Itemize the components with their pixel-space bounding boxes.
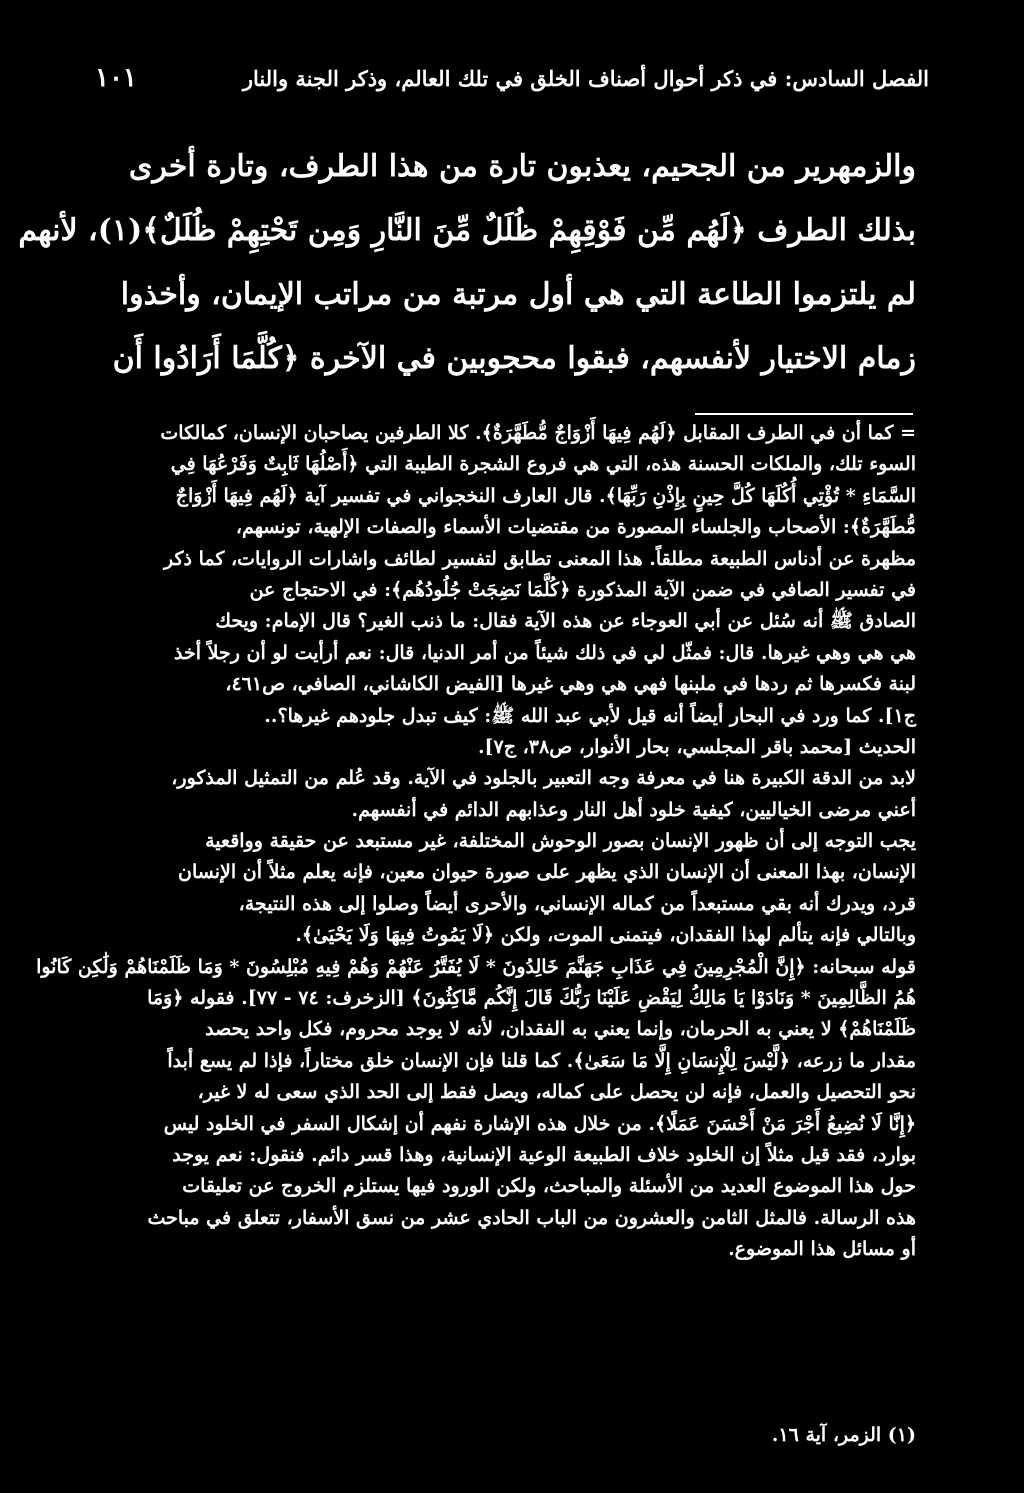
main-line: والزمهرير من الجحيم، يعذبون تارة من هذا الطرف، وتارة أخرى bbox=[128, 149, 916, 184]
footnote-separator bbox=[695, 413, 913, 415]
footnote-line: الصادق ﷺ أنه سُئل عن أبي العوجاء عن هذه الآية فقال: ما ذنب الغير؟ قال الإمام: ويحك bbox=[215, 610, 916, 633]
footnote-reference: (١) الزمر، آية ١٦. bbox=[771, 1424, 916, 1446]
footnote-text bbox=[36, 418, 916, 1266]
running-title: الفصل السادس: في ذكر أحوال أصناف الخلق في تلك العالم، وذكر الجنة والنار bbox=[242, 65, 929, 91]
main-text bbox=[18, 135, 916, 391]
footnote-line: نحو التحصيل والعمل، فإنه لن يحصل على كماله، ويصل فقط إلى الحد الذي سعى له لا غير، bbox=[197, 1081, 916, 1104]
footnote-line: وبالتالي فإنه يتألم لهذا الفقدان، فيتمنى الموت، ولكن ﴿لَا يَمُوتُ فِيهَا وَلَا يَحْيَىٰ﴾. bbox=[295, 924, 916, 947]
footnote-line: أو مسائل هذا الموضوع. bbox=[728, 1238, 916, 1261]
footnote-line: هي هي وهي غيرها. قال: فمثّل لي في ذلك شيئاً من أمر الدنيا، قال: نعم أرأيت لو أن رجلاً أخذ bbox=[174, 641, 916, 664]
footnote-line: أعني مرضى الخياليين، كيفية خلود أهل النار وعذابهم الدائم في أنفسهم. bbox=[351, 798, 916, 821]
footnote-line: لابد من الدقة الكبيرة هنا في معرفة وجه التعبير بالجلود في الآية. وقد عُلم من التمثيل المذكور، bbox=[171, 767, 916, 790]
footnote-line: مظهرة عن أدناس الطبيعة مطلقاً. هذا المعنى تطابق لتفسير لطائف واشارات الروايات، كما ذكر bbox=[164, 547, 916, 570]
footnote-line: الإنسان، بهذا المعنى أن الإنسان الذي يظهر على صورة حيوان معين، فإنه يعلم مثلاً أن الإنسان bbox=[178, 861, 916, 884]
footnote-line: السوء تلك، والملكات الحسنة هذه، التي هي فروع الشجرة الطيبة التي ﴿أَصْلُهَا ثَابِتٌ وَفَرْعُهَا فِي bbox=[170, 453, 916, 476]
main-line: زمام الاختيار لأنفسهم، فبقوا محجوبين في الآخرة ﴿كُلَّمَا أَرَادُوا أَن bbox=[112, 341, 916, 376]
footnote-line: هذه الرسالة. فالمثل الثامن والعشرون من الباب الحادي عشر من نسق الأسفار، تتعلق في مباحث bbox=[147, 1206, 916, 1229]
footnote-line: بوارد، فقد قيل مثلاً إن الخلود خلاف الطبيعة الوعية الإنسانية، وهذا قسر دائم. فنقول: نعم يوجد bbox=[172, 1143, 916, 1166]
main-line: لم يلتزموا الطاعة التي هي أول مرتبة من مراتب الإيمان، وأخذوا bbox=[120, 277, 916, 312]
footnote-line: ظَلَمْنَاهُمْ﴾ لا يعني به الحرمان، وإنما يعني به الفقدان، لأنه لا يوجد محروم، فكل واحد يحصد bbox=[205, 1018, 916, 1041]
footnote-line: = كما أن في الطرف المقابل ﴿لَهُم فِيهَا أَزْوَاجٌ مُّطَهَّرَةٌ﴾. كلا الطرفين يصاحبان الإنسان، كمالكات bbox=[160, 422, 916, 444]
footnote-line: هُمُ الظَّالِمِينَ * وَنَادَوْا يَا مَالِكُ لِيَقْضِ عَلَيْنَا رَبُّكَ قَالَ إِنَّكُم مَّاكِثُونَ﴾ [الزخرف: ٧٤ - ٧٧]. فقوله ﴿وَمَا bbox=[147, 987, 916, 1010]
page-number: ١٠١ bbox=[95, 63, 137, 93]
main-line: بذلك الطرف ﴿لَهُم مِّن فَوْقِهِمْ ظُلَلٌ مِّنَ النَّارِ وَمِن تَحْتِهِمْ ظُلَلٌ﴾(١)، لأنهم bbox=[18, 213, 916, 248]
page-header bbox=[95, 58, 929, 98]
footnote-line: ج١]. كما ورد في البحار أيضاً أنه قيل لأبي عبد الله ﷺ: كيف تبدل جلودهم غيرها؟.. bbox=[264, 704, 916, 727]
footnote-line: لبنة فكسرها ثم ردها في ملبنها فهي هي وهي غيرها [الفيض الكاشاني، الصافي، ص٤٦١، bbox=[225, 673, 916, 696]
footnote-line: حول هذا الموضوع العديد من الأسئلة والمباحث، ولكن الورود فيها يستلزم الخروج عن تعليقات bbox=[182, 1175, 916, 1198]
footnote-line: قوله سبحانه: ﴿إِنَّ الْمُجْرِمِينَ فِي عَذَابِ جَهَنَّمَ خَالِدُونَ * لَا يُفَتَّرُ عَنْهُمْ وَهُمْ فِيهِ مُبْلِسُونَ * وَمَا ظَلَمْنَاهُمْ وَلَٰكِن كَانُوا bbox=[36, 955, 916, 978]
footnote-line: مُّطَهَّرَةٌ﴾: الأصحاب والجلساء المصورة من مقتضيات الأسماء والصفات الإلهية، تونسهم، bbox=[235, 516, 916, 539]
footnote-line: في تفسير الصافي في ضمن الآية المذكورة ﴿كُلَّمَا نَضِجَتْ جُلُودُهُم﴾: في الاحتجاج عن bbox=[249, 578, 916, 601]
footnote-line: الحديث [محمد باقر المجلسي، بحار الأنوار، ص٣٨، ج٧]. bbox=[477, 735, 916, 758]
footnote-line: ﴿إِنَّا لَا نُضِيعُ أَجْرَ مَنْ أَحْسَنَ عَمَلًا﴾. من خلال هذه الإشارة نفهم أن إشكال السفر في الخلود ليس bbox=[163, 1112, 916, 1135]
footnote-line: مقدار ما زرعه، ﴿لَّيْسَ لِلْإِنسَانِ إِلَّا مَا سَعَىٰ﴾. كما قلنا فإن الإنسان خلق مختاراً، فإذا لم يسع أبداً bbox=[167, 1049, 916, 1072]
footnote-line: السَّمَاءِ * تُؤْتِي أُكُلَهَا كُلَّ حِينٍ بِإِذْنِ رَبِّهَا﴾. قال العارف النخجواني في تفسير آية ﴿لَهُم فِيهَا أَزْوَاجٌ bbox=[175, 484, 916, 507]
footnote-line: يجب التوجه إلى أن ظهور الإنسان بصور الوحوش المختلفة، غير مستبعد عن حقيقة وواقعية bbox=[205, 830, 916, 853]
footnote-line: قرد، ويدرك أنه بقي مستبعداً من كماله الإنساني، والأحرى أيضاً وصلوا إلى هذه النتيجة، bbox=[238, 892, 916, 915]
